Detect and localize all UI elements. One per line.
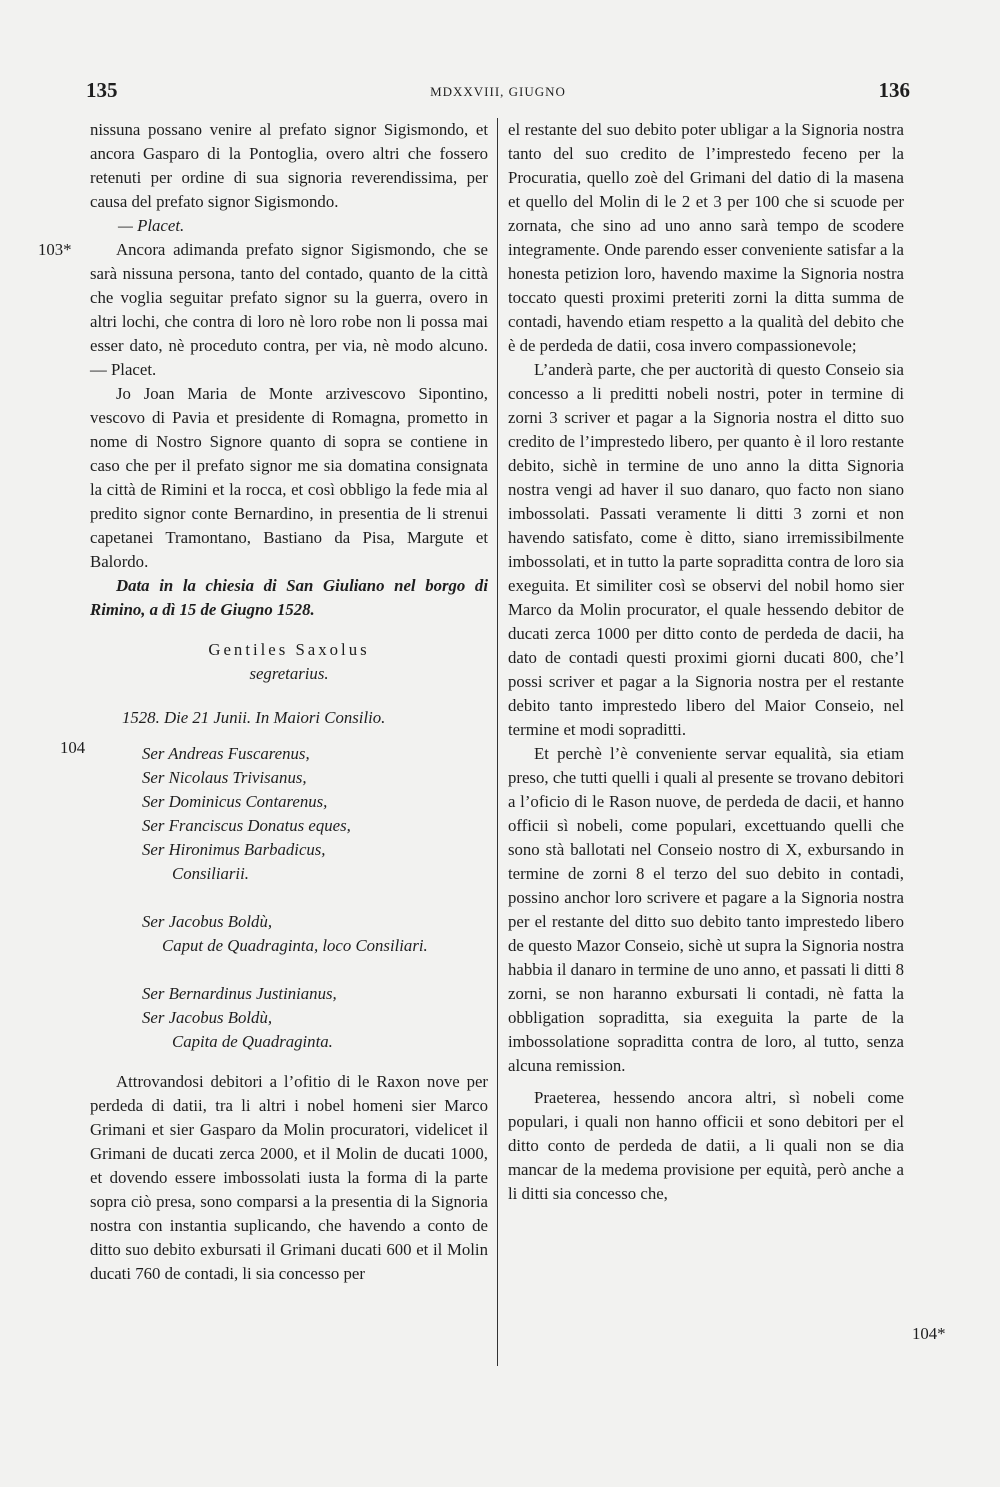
- roster-entry: Ser Jacobus Boldù,: [142, 912, 273, 931]
- roster-caput: [90, 910, 488, 958]
- margin-number-104-star: 104*: [912, 1324, 946, 1343]
- paragraph-petition-end: nissuna possano venire al prefato signor Sigismondo, et ancora Gasparo di la Pontoglia, overo altri che fossero retenuti per ordine di sua signoria reverendissima, per causa del prefato signor Sigismondo.: [90, 120, 488, 211]
- left-column: [90, 118, 488, 1286]
- roster-role: Capita de Quadraginta.: [172, 1032, 333, 1051]
- signatory-name: Gentiles Saxolus: [208, 640, 370, 659]
- roster-entry: Ser Dominicus Contarenus,: [142, 792, 328, 811]
- paragraph-continuation: el restante del suo debito poter ubligar a la Signoria nostra tanto del suo credito de l’imprestedo feceno per la Procuratia, quello zoè del Grimani del datio di la masena et quello del Molin di le 2 et 3 per 100 che si scuode per zornata, che sino ad uno anno sarà tempo de scodere integramente. Onde parendo esser conveniente satisfar a la honesta petizion loro, havendo maxime la Signoria nostra toccato questi proximi preteriti zorni la ditta summa de contadi, havendo etiam respetto a la qualità del debito che è de perdeda de datii, cosa invero compassionevole;: [508, 120, 904, 355]
- roster-role: Consiliarii.: [172, 864, 249, 883]
- roster-capita: [90, 982, 488, 1054]
- roster-entry: Ser Bernardinus Justinianus,: [142, 984, 337, 1003]
- running-title: MDXXVIII, GIUGNO: [430, 84, 566, 99]
- running-header: [86, 78, 910, 112]
- roster-entry: Ser Franciscus Donatus eques,: [142, 816, 351, 835]
- roster-entry: Ser Nicolaus Trivisanus,: [142, 768, 307, 787]
- paragraph-debtors: Attrovandosi debitori a l’ofitio di le Raxon nove per perdeda di datii, tra li altri i nobel homeni sier Marco Grimani et sier Gasparo da Molin procuratori, videlicet il Grimani de ducati zerca 2000, et il Molin de ducati 1000, et dovendo essere imbossolati iusta la forma di la parte sopra ciò presa, sono comparsi a la presentia di la Signoria nostra con instantia suplicando, che havendo a conto de ditto suo debito exbursati il Grimani ducati 600 et il Molin ducati 760 de contadi, li sia concesso per: [90, 1072, 488, 1283]
- margin-number-104: 104: [60, 738, 86, 757]
- paragraph-oath: Jo Joan Maria de Monte arzivescovo Sipontino, vescovo di Pavia et presidente di Romagna, prometto in nome di Nostro Signore quanto di sopra se contiene in caso che per il prefato signor me sia domatina consignata la città de Rimini et la rocca, et così obbligo la fede mia al predito signor conte Bernardino, in presentia de li strenui capetanei Tramontano, Bastiano da Pisa, Margute et Balordo.: [90, 384, 488, 571]
- column-divider: [497, 118, 498, 1366]
- paragraph-anderà-parte: L’anderà parte, che per auctorità di questo Conseio sia concesso a li preditti nobeli nostri, poter in termine di zorni 3 scriver et pagar a la Signoria nostra el ditto suo credito de l’imprestedo libero, per quanto è il loro restante debito, sichè in termine de uno anno la ditta Signoria nostra vengi ad haver il suo danaro, quo facto non siano imbossolati. Passati veramente li ditti 3 zorni et non havendo satisfato, come è ditto, siano irremissibilmente imbossolati, et in tutto la parte sopraditta contra de loro sia exeguita. Et similiter così se observi del nobil homo sier Marco da Molin procurator, el quale hessendo debitor de ducati zerca 1000 per ditto conto de perdeda de dacii, ha dato de contadi questi proximi giorni ducati 800, che’l possi scriver et pagar a la Signoria nostra per el restante debito tanto imprestedo libero del Maior Conseio, nel termine et modi sopraditti.: [508, 360, 904, 739]
- council-heading: 1528. Die 21 Junii. In Maiori Consilio.: [122, 708, 386, 727]
- right-column: [508, 118, 904, 1206]
- paragraph-praeterea: Praeterea, hessendo ancora altri, sì nobeli come populari, i quali non hanno officii et sono debitori per el ditto conto de perdeda de datii, a li quali non se dia mancar de la medema provisione per equità, però anche a li ditti sia concesso che,: [508, 1088, 904, 1203]
- dateline: Data in la chiesia di San Giuliano nel borgo di Rimino, a dì 15 de Giugno 1528.: [90, 576, 488, 619]
- paragraph-equalita: Et perchè l’è conveniente servar equalità, sia etiam preso, che tutti quelli i quali al presente se trovano debitori a l’oficio di le Rason nuove, de perdeda de dacii, et hanno officii sì nobeli, come populari, excettuando quelli che sono stà ballotati nel Conseio nostro di X, exbursando in termine de zorni 8 el terzo del suo debito in contadi, possino anchor loro scrivere et pagare a la Signoria nostra per el restante del ditto suo debito tanto imprestedo libero de questo Mazor Conseio, sichè ut supra la Signoria nostra habbia il danaro in termine de uno anno, et passati li ditti 8 zorni, se non haranno exbursati li contadi, nè fatta la obbligation sopraditta, sia exeguita la parte de la imbossolatione sopraditta contra de loro, al tutto, senza alcuna remission.: [508, 744, 904, 1075]
- signatory-role: segretarius.: [249, 664, 329, 683]
- placet-1: — Placet.: [118, 216, 185, 235]
- roster-entry: Ser Jacobus Boldù,: [142, 1008, 273, 1027]
- roster-role: Caput de Quadraginta, loco Consiliari.: [162, 936, 428, 955]
- paragraph-petition-103: Ancora adimanda prefato signor Sigismondo, che se sarà nissuna persona, tanto del contado, quanto de la città che voglia seguitar prefato signor su la guerra, overo in altri lochi, che contra di loro nè loro robe non li possa mai esser dato, nè proceduto contra, per via, nè modo alcuno. — Placet.: [90, 240, 488, 379]
- roster-entry: Ser Hironimus Barbadicus,: [142, 840, 326, 859]
- page-number-left: 135: [86, 78, 118, 102]
- margin-number-103: 103*: [38, 240, 72, 259]
- page-number-right: 136: [878, 78, 910, 102]
- roster-consiliarii: [90, 742, 488, 886]
- roster-entry: Ser Andreas Fuscarenus,: [142, 744, 310, 763]
